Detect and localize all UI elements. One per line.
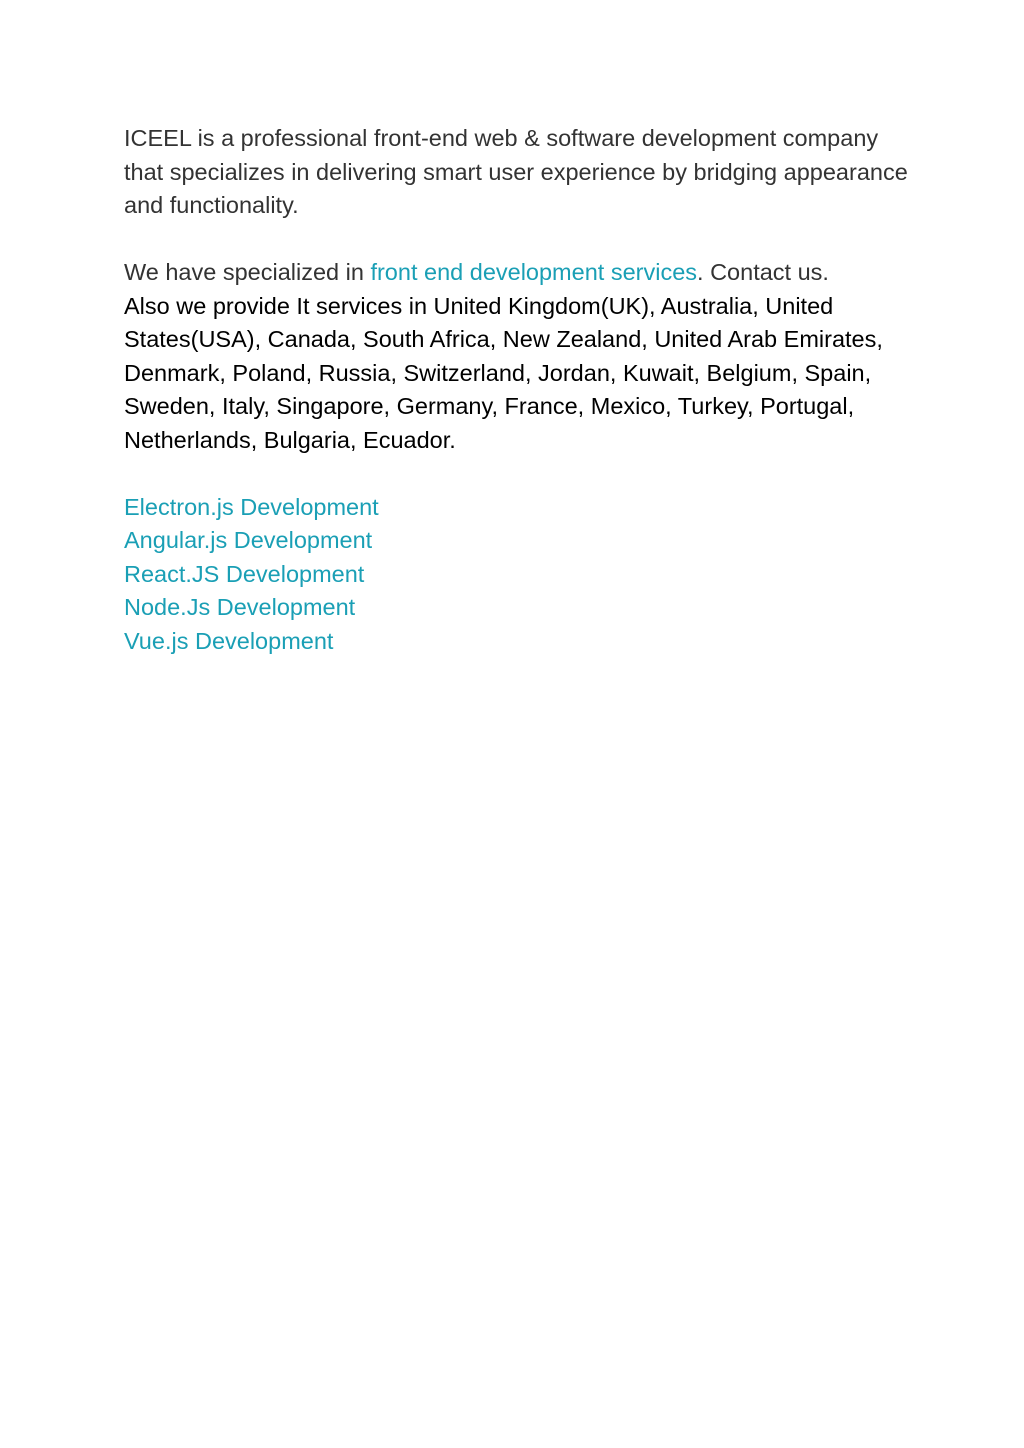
technology-links-list (124, 491, 914, 659)
list-item (124, 625, 914, 659)
intro-paragraph: ICEEL is a professional front-end web & software development company that specializes in delivering smart user experience by bridging appearance and functionality. (124, 125, 908, 218)
node-js-link[interactable]: Node.Js Development (124, 594, 356, 620)
document-page (124, 122, 914, 658)
vue-js-link[interactable]: Vue.js Development (124, 627, 334, 654)
list-item (124, 524, 914, 558)
list-item (124, 558, 914, 592)
react-js-link[interactable]: React.JS Development (124, 560, 365, 587)
list-item (124, 591, 914, 625)
contact-us-text: . Contact us. (697, 259, 829, 285)
front-end-services-link[interactable]: front end development services (370, 259, 698, 285)
electron-js-link[interactable]: Electron.js Development (124, 493, 379, 520)
list-item (124, 491, 914, 525)
angular-js-link[interactable]: Angular.js Development (124, 527, 373, 553)
services-paragraph (124, 256, 914, 457)
services-lead-text: We have specialized in (124, 259, 371, 285)
countries-text: Also we provide It services in United Kingdom(UK), Australia, United States(USA), Canada, South Africa, New Zealand, United Arab Emirates, Denmark, Poland, Russia, Switzerland, Jordan, Kuwait, Belgium, Spain, Sweden, Italy, Singapore, Germany, France, Mexico, Turkey, Portugal, Netherlands, Bulgaria, Ecuador. (124, 292, 883, 453)
